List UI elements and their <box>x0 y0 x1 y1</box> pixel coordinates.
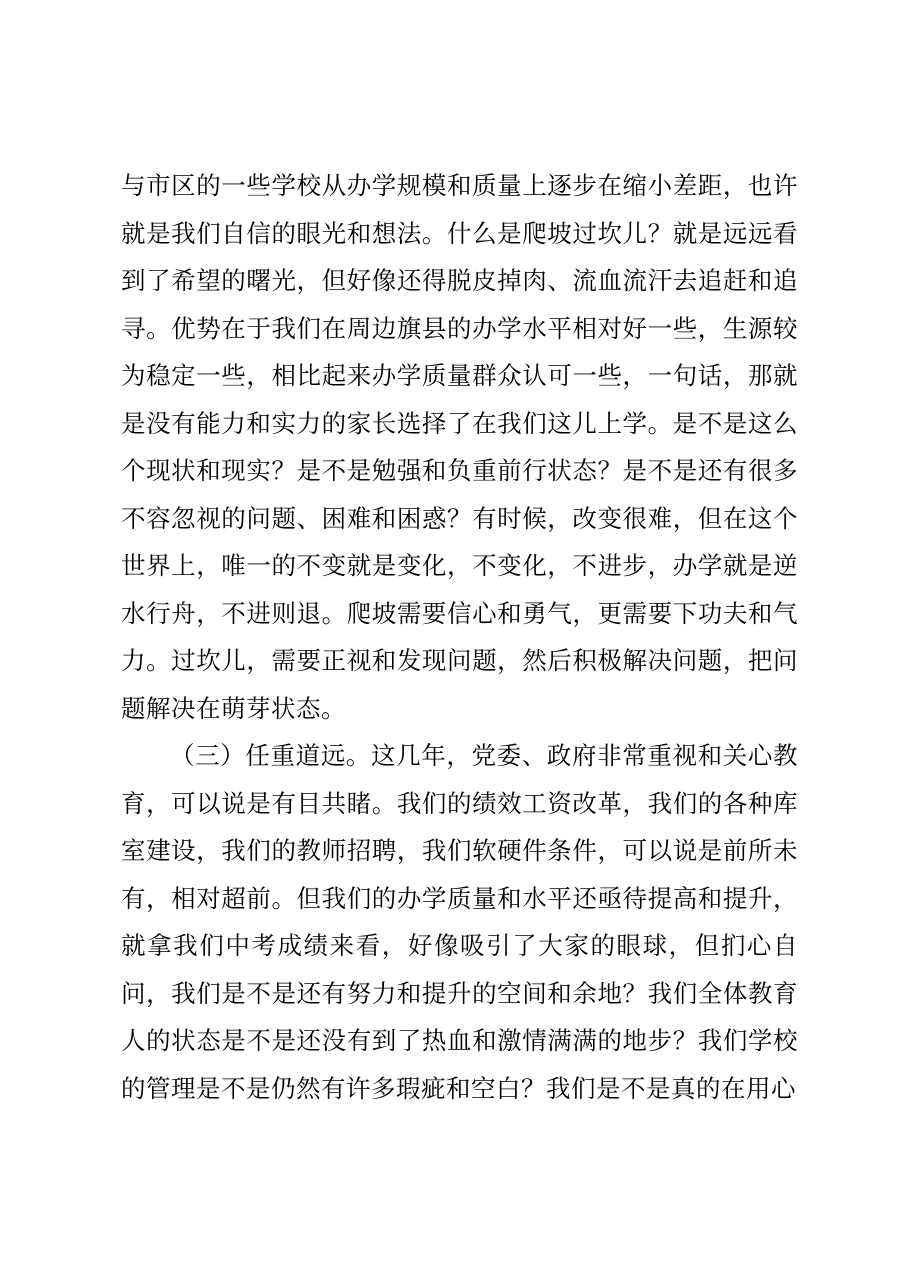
section-three-paragraph: （三）任重道远。这几年，党委、政府非常重视和关心教育，可以说是有目共睹。我们的绩效工资改革，我们的各种库室建设，我们的教师招聘，我们软硬件条件，可以说是前所未有，相对超前。但我们的办学质量和水平还亟待提高和提升，就拿我们中考成绩来看，好像吸引了大家的眼球，但扪心自问，我们是不是还有努力和提升的空间和余地？我们全体教育人的状态是不是还没有到了热血和激情满满的地步？我们学校的管理是不是仍然有许多瑕疵和空白？我们是不是真的在用心 <box>121 741 798 1103</box>
body-paragraph: 与市区的一些学校从办学规模和质量上逐步在缩小差距，也许就是我们自信的眼光和想法。什么是爬坡过坎儿？就是远远看到了希望的曙光，但好像还得脱皮掉肉、流血流汗去追赶和追寻。优势在于我们在周边旗县的办学水平相对好一些，生源较为稳定一些，相比起来办学质量群众认可一些，一句话，那就是没有能力和实力的家长选择了在我们这儿上学。是不是这么个现状和现实？是不是勉强和负重前行状态？是不是还有很多不容忽视的问题、困难和困惑？有时候，改变很难，但在这个世界上，唯一的不变就是变化，不变化，不进步，办学就是逆水行舟，不进则退。爬坡需要信心和勇气，更需要下功夫和气力。过坎儿，需要正视和发现问题，然后积极解决问题，把问题解决在萌芽状态。 <box>121 171 798 723</box>
document-page <box>121 162 798 1112</box>
